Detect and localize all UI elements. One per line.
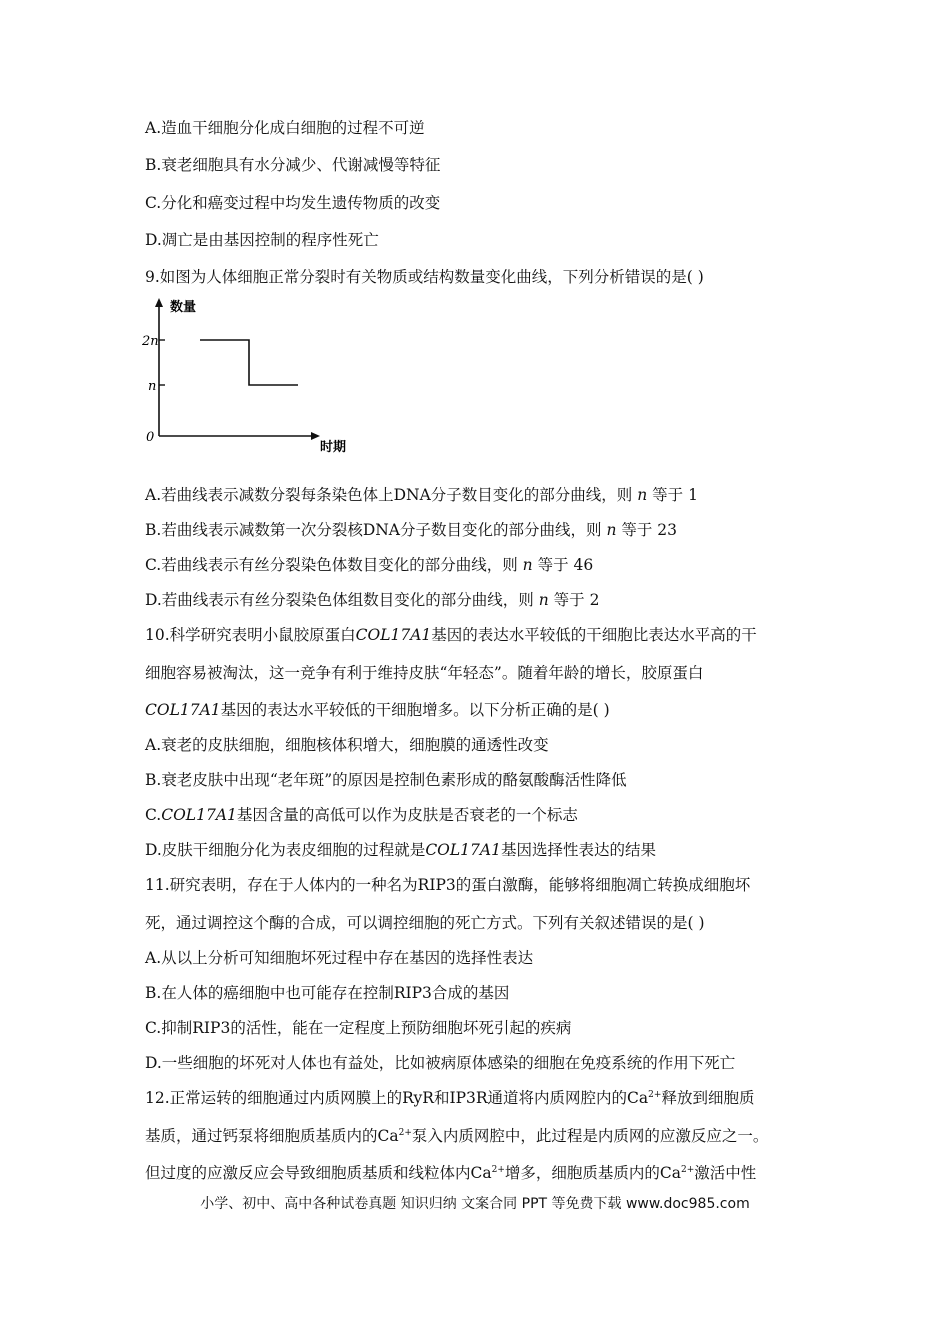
- x-axis-arrow: [311, 432, 320, 440]
- q11-option-b: B.在人体的癌细胞中也可能存在控制RIP3合成的基因: [145, 984, 510, 1002]
- q9-option-d: D.若曲线表示有丝分裂染色体组数目变化的部分曲线，则 n 等于 2: [145, 591, 600, 609]
- q12-stem-line3: 但过度的应激反应会导致细胞质基质和线粒体内$Ca^{2+}$增多，细胞质基质内的$Ca^{2+}$激活中性: [145, 1164, 757, 1182]
- q9-option-b: B.若曲线表示减数第一次分裂核DNA分子数目变化的部分曲线，则 n 等于 23: [145, 521, 677, 539]
- q8-option-d: D.凋亡是由基因控制的程序性死亡: [145, 231, 379, 249]
- q8-option-a: A.造血干细胞分化成白细胞的过程不可逆: [145, 119, 425, 137]
- q10-option-b: B.衰老皮肤中出现“老年斑”的原因是控制色素形成的酪氨酸酶活性降低: [145, 771, 627, 789]
- q11-option-d: D.一些细胞的坏死对人体也有益处，比如被病原体感染的细胞在免疫系统的作用下死亡: [145, 1054, 736, 1072]
- tick-label-2n: 2n: [142, 334, 159, 349]
- q9-stem: 9.如图为人体细胞正常分裂时有关物质或结构数量变化曲线，下列分析错误的是( ): [145, 268, 704, 286]
- q10-option-a: A.衰老的皮肤细胞，细胞核体积增大，细胞膜的通透性改变: [145, 736, 549, 754]
- y-axis-label: 数量: [170, 300, 197, 315]
- q11-stem-line1: 11.研究表明，存在于人体内的一种名为RIP3的蛋白激酶，能够将细胞凋亡转换成细胞坏: [145, 876, 751, 894]
- q12-stem-line2: 基质，通过钙泵将细胞质基质内的$Ca^{2+}$泵入内质网腔中，此过程是内质网的应激反应之一。: [145, 1127, 769, 1145]
- q10-option-d: D.皮肤干细胞分化为表皮细胞的过程就是COL17A1基因选择性表达的结果: [145, 841, 656, 859]
- q11-option-c: C.抑制RIP3的活性，能在一定程度上预防细胞坏死引起的疾病: [145, 1019, 572, 1037]
- q10-option-c: C.COL17A1基因含量的高低可以作为皮肤是否衰老的一个标志: [145, 806, 578, 824]
- q9-option-a: A.若曲线表示减数分裂每条染色体上DNA分子数目变化的部分曲线，则 n 等于 1: [145, 486, 698, 504]
- step-curve: [200, 340, 298, 385]
- q10-stem-line1: 10.科学研究表明小鼠胶原蛋白COL17A1基因的表达水平较低的干细胞比表达水平高的干: [145, 626, 757, 644]
- q12-stem-line1: 12.正常运转的细胞通过内质网膜上的RyR和IP3R通道将内质网腔内的$Ca^{2+}$释放到细胞质: [145, 1089, 755, 1107]
- q8-option-b: B.衰老细胞具有水分减少、代谢减慢等特征: [145, 156, 441, 174]
- q8-option-c: C.分化和癌变过程中均发生遗传物质的改变: [145, 194, 441, 212]
- origin-label: 0: [146, 430, 155, 445]
- page-footer: 小学、初中、高中各种试卷真题 知识归纳 文案合同 PPT 等免费下载 www.doc985.com: [200, 1196, 750, 1212]
- tick-label-n: n: [148, 379, 157, 394]
- q10-stem-line3: COL17A1基因的表达水平较低的干细胞增多。以下分析正确的是( ): [145, 701, 610, 719]
- q9-option-c: C.若曲线表示有丝分裂染色体数目变化的部分曲线，则 n 等于 46: [145, 556, 594, 574]
- q9-figure: [140, 293, 360, 458]
- y-axis-arrow: [155, 298, 163, 307]
- q10-stem-line2: 细胞容易被淘汰，这一竞争有利于维持皮肤“年轻态”。随着年龄的增长，胶原蛋白: [145, 664, 704, 682]
- q11-option-a: A.从以上分析可知细胞坏死过程中存在基因的选择性表达: [145, 949, 534, 967]
- q11-stem-line2: 死，通过调控这个酶的合成，可以调控细胞的死亡方式。下列有关叙述错误的是( ): [145, 914, 705, 932]
- x-axis-label: 时期: [320, 440, 347, 455]
